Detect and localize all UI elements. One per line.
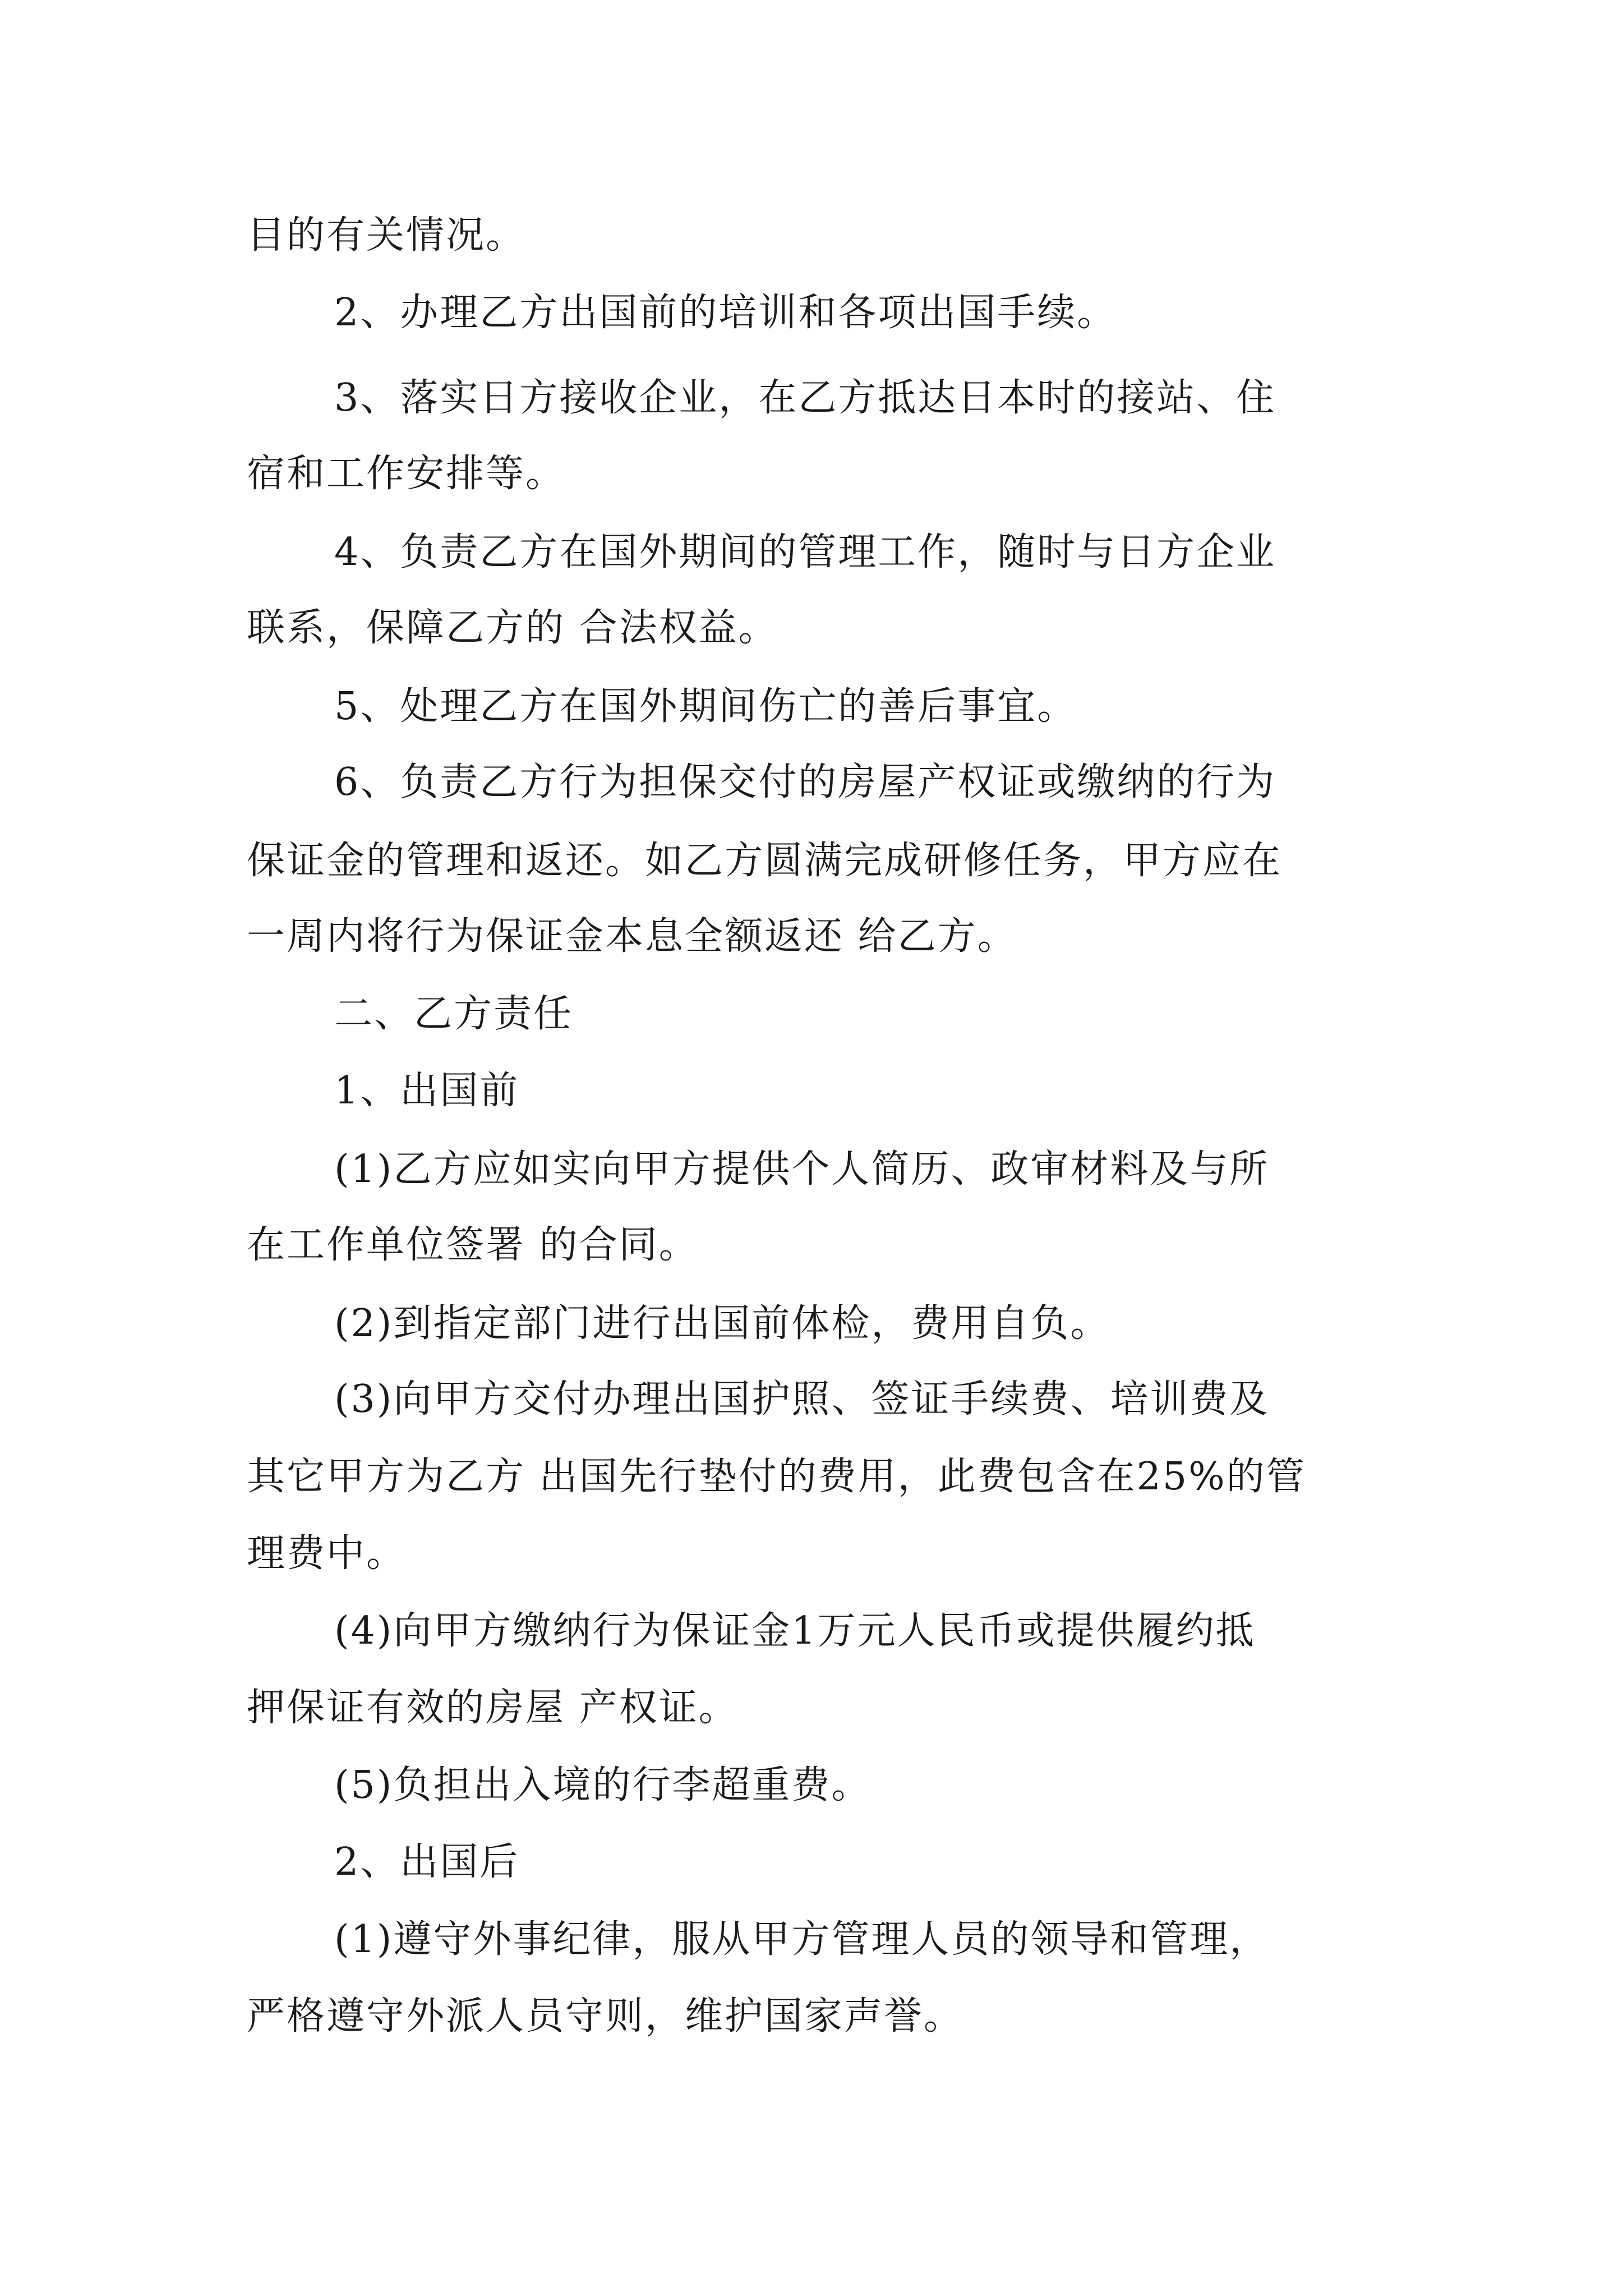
text-line: (4)向甲方缴纳行为保证金1万元人民币或提供履约抵 — [334, 1609, 1256, 1653]
text-line: 3、落实日方接收企业，在乙方抵达日本时的接站、住 — [334, 376, 1276, 420]
text-line: 4、负责乙方在国外期间的管理工作，随时与日方企业 — [334, 530, 1276, 574]
text-line: 二、乙方责任 — [334, 992, 574, 1036]
text-line: 保证金的管理和返还。如乙方圆满完成研修任务，甲方应在 — [247, 839, 1283, 883]
text-line: 6、负责乙方行为担保交付的房屋产权证或缴纳的行为 — [334, 760, 1276, 804]
text-line: 1、出国前 — [334, 1069, 520, 1113]
text-line: 联系，保障乙方的 合法权益。 — [247, 606, 778, 650]
text-line: 5、处理乙方在国外期间伤亡的善后事宜。 — [334, 684, 1077, 729]
text-line: 其它甲方为乙方 出国先行垫付的费用，此费包含在25%的管 — [247, 1455, 1306, 1499]
text-line: (5)负担出入境的行李超重费。 — [334, 1763, 872, 1807]
text-line: 理费中。 — [247, 1531, 407, 1576]
text-line: (1)乙方应如实向甲方提供个人简历、政审材料及与所 — [334, 1147, 1270, 1191]
text-line: (1)遵守外事纪律，服从甲方管理人员的领导和管理， — [334, 1917, 1270, 1962]
text-line: 严格遵守外派人员守则，维护国家声誉。 — [247, 1994, 964, 2039]
text-line: 2、办理乙方出国前的培训和各项出国手续。 — [334, 291, 1117, 335]
text-line: 押保证有效的房屋 产权证。 — [247, 1686, 739, 1730]
text-line: (2)到指定部门进行出国前体检，费用自负。 — [334, 1301, 1110, 1346]
text-line: 2、出国后 — [334, 1840, 520, 1884]
text-line: 在工作单位签署 的合同。 — [247, 1223, 699, 1267]
text-line: 一周内将行为保证金本息全额返还 给乙方。 — [247, 914, 1017, 959]
text-line: (3)向甲方交付办理出国护照、签证手续费、培训费及 — [334, 1377, 1270, 1421]
text-line: 目的有关情况。 — [247, 213, 526, 257]
text-line: 宿和工作安排等。 — [247, 452, 566, 496]
